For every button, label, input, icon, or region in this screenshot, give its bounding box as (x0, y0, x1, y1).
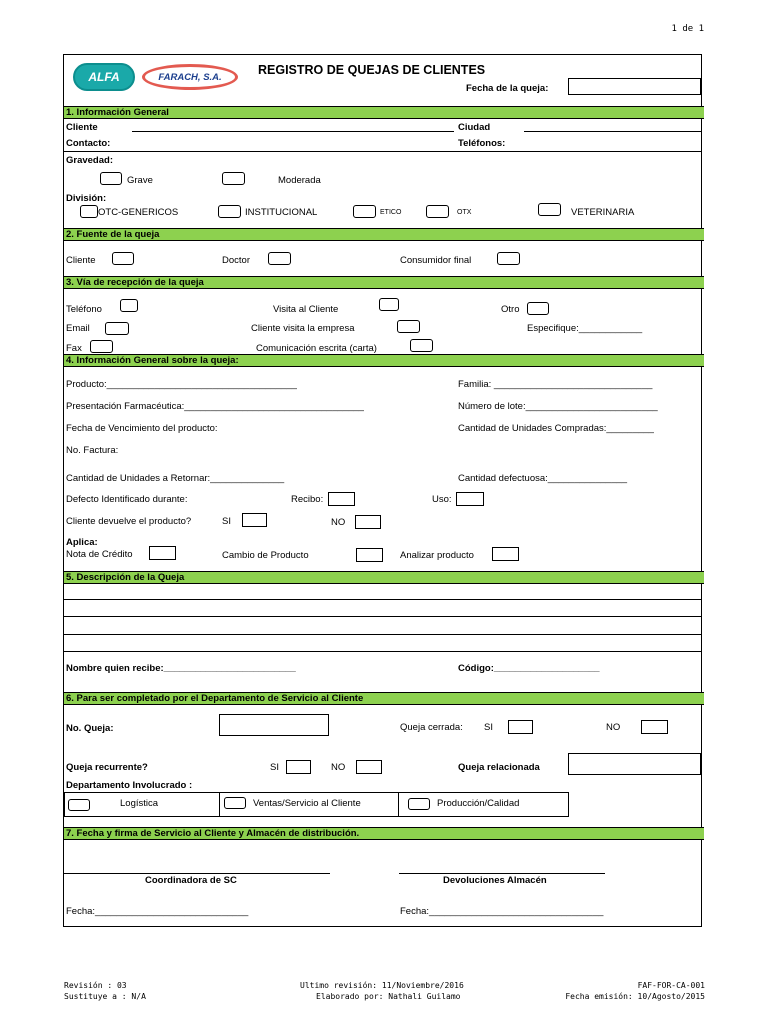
divider (398, 792, 399, 817)
sustituye-text: Sustituye a : N/A (64, 992, 146, 1001)
recibo-label: Recibo: (291, 494, 324, 505)
consumidor-checkbox[interactable] (497, 252, 520, 265)
analizar-label: Analizar producto (400, 550, 474, 561)
cliente-field[interactable] (132, 131, 454, 132)
revision-text: Revisión : 03 (64, 981, 127, 990)
retornar-field[interactable]: Cantidad de Unidades a Retornar:______________ (66, 473, 285, 484)
otc-checkbox[interactable] (80, 205, 98, 218)
defecto-label: Defecto Identificado durante: (66, 494, 188, 505)
otc-label: OTC-GENERICOS (98, 207, 179, 218)
fecha-emision-text: Fecha emisión: 10/Agosto/2015 (565, 992, 705, 1001)
moderada-label: Moderada (278, 175, 321, 186)
section-1-header: 1. Información General (64, 106, 704, 119)
ultima-revision-text: Ultimo revisión: 11/Noviembre/2016 (300, 981, 464, 990)
fecha-queja-label: Fecha de la queja: (466, 83, 549, 94)
moderada-checkbox[interactable] (222, 172, 245, 185)
lote-field[interactable]: Número de lote:_________________________ (458, 401, 658, 412)
ciudad-field[interactable] (524, 131, 701, 132)
institucional-label: INSTITUCIONAL (245, 207, 318, 218)
fecha-devoluciones-field[interactable]: Fecha:_________________________________ (400, 906, 604, 917)
consumidor-label: Consumidor final (400, 255, 472, 266)
form-title: REGISTRO DE QUEJAS DE CLIENTES (258, 63, 486, 77)
cerrada-no-checkbox[interactable] (641, 720, 668, 734)
cerrada-si-label: SI (484, 722, 493, 733)
aplica-label: Aplica: (66, 537, 98, 548)
telefonos-label: Teléfonos: (458, 138, 506, 149)
no-queja-field[interactable] (219, 714, 329, 736)
signature-line-devoluciones[interactable] (399, 873, 605, 874)
devuelve-label: Cliente devuelve el producto? (66, 516, 192, 527)
descripcion-line[interactable] (64, 616, 702, 617)
relacionada-label: Queja relacionada (458, 762, 540, 773)
divider (64, 151, 702, 152)
vencimiento-label: Fecha de Vencimiento del producto: (66, 423, 218, 434)
familia-field[interactable]: Familia: ______________________________ (458, 379, 653, 390)
email-label: Email (66, 323, 90, 334)
devuelve-si-label: SI (222, 516, 231, 527)
cliente-label: Cliente (66, 122, 98, 133)
analizar-checkbox[interactable] (492, 547, 519, 561)
no-queja-label: No. Queja: (66, 723, 114, 734)
grave-label: Grave (127, 175, 153, 186)
section-3-header: 3. Vía de recepción de la queja (64, 276, 704, 289)
comunicacion-checkbox[interactable] (410, 339, 433, 352)
codigo-field[interactable]: Código:____________________ (458, 663, 600, 674)
factura-label: No. Factura: (66, 445, 119, 456)
fax-label: Fax (66, 343, 82, 354)
section-4-header: 4. Información General sobre la queja: (64, 354, 704, 367)
section-7-header: 7. Fecha y firma de Servicio al Cliente y Almacén de distribución. (64, 827, 704, 840)
divider (219, 792, 220, 817)
fecha-coordinadora-field[interactable]: Fecha:_____________________________ (66, 906, 249, 917)
comunicacion-label: Comunicación escrita (carta) (256, 343, 377, 354)
ventas-checkbox[interactable] (224, 797, 246, 809)
fax-checkbox[interactable] (90, 340, 113, 353)
contacto-label: Contacto: (66, 138, 111, 149)
nota-credito-label: Nota de Crédito (66, 549, 133, 560)
section-5-header: 5. Descripción de la Queja (64, 571, 704, 584)
devuelve-no-label: NO (331, 517, 346, 528)
relacionada-field[interactable] (568, 753, 701, 775)
recurrente-label: Queja recurrente? (66, 762, 148, 773)
cerrada-no-label: NO (606, 722, 621, 733)
ciudad-label: Ciudad (458, 122, 491, 133)
recurrente-si-label: SI (270, 762, 279, 773)
fecha-queja-field[interactable] (568, 78, 701, 95)
recibo-checkbox[interactable] (328, 492, 355, 506)
signature-line-coordinadora[interactable] (64, 873, 330, 874)
descripcion-line[interactable] (64, 651, 702, 652)
queja-cerrada-label: Queja cerrada: (400, 722, 463, 733)
doctor-label: Doctor (222, 255, 250, 266)
ventas-label: Ventas/Servicio al Cliente (253, 798, 361, 809)
telefono-checkbox[interactable] (120, 299, 138, 312)
producto-field[interactable]: Producto:____________________________________ (66, 379, 297, 390)
cambio-label: Cambio de Producto (222, 550, 309, 561)
doctor-checkbox[interactable] (268, 252, 291, 265)
institucional-checkbox[interactable] (218, 205, 241, 218)
veterinaria-label: VETERINARIA (571, 207, 635, 218)
coordinadora-label: Coordinadora de SC (145, 875, 237, 886)
telefono-label: Teléfono (66, 304, 102, 315)
elaborado-text: Elaborado por: Nathali Guilamo (316, 992, 461, 1001)
produccion-checkbox[interactable] (408, 798, 430, 810)
cerrada-si-checkbox[interactable] (508, 720, 533, 734)
especifique-label: Especifique:____________ (527, 323, 643, 334)
section-6-header: 6. Para ser completado por el Departamento de Servicio al Cliente (64, 692, 704, 705)
alfa-logo: ALFA (73, 63, 135, 91)
fuente-cliente-checkbox[interactable] (112, 252, 134, 265)
uso-label: Uso: (432, 494, 452, 505)
departamento-label: Departamento Involucrado : (66, 780, 193, 791)
etico-label: ETICO (380, 209, 402, 216)
visita-label: Visita al Cliente (273, 304, 339, 315)
recurrente-si-checkbox[interactable] (286, 760, 311, 774)
produccion-label: Producción/Calidad (437, 798, 520, 809)
codigo-documento-text: FAF-FOR-CA-001 (637, 981, 705, 990)
otx-label: OTX (457, 209, 472, 216)
fuente-cliente-label: Cliente (66, 255, 96, 266)
otro-label: Otro (501, 304, 520, 315)
uso-checkbox[interactable] (456, 492, 484, 506)
descripcion-line[interactable] (64, 634, 702, 635)
otx-checkbox[interactable] (426, 205, 449, 218)
compradas-field[interactable]: Cantidad de Unidades Compradas:_________ (458, 423, 654, 434)
grave-checkbox[interactable] (100, 172, 122, 185)
recurrente-no-label: NO (331, 762, 346, 773)
cliente-visita-checkbox[interactable] (397, 320, 420, 333)
devoluciones-label: Devoluciones Almacén (443, 875, 547, 886)
email-checkbox[interactable] (105, 322, 129, 335)
section-2-header: 2. Fuente de la queja (64, 228, 704, 241)
cambio-checkbox[interactable] (356, 548, 383, 562)
presentacion-field[interactable]: Presentación Farmacéutica:__________________________________ (66, 401, 364, 412)
etico-checkbox[interactable] (353, 205, 376, 218)
defectuosa-field[interactable]: Cantidad defectuosa:_______________ (458, 473, 628, 484)
page-number: 1 de 1 (671, 24, 704, 34)
nombre-recibe-field[interactable]: Nombre quien recibe:_________________________ (66, 663, 296, 674)
descripcion-line[interactable] (64, 599, 702, 600)
gravedad-label: Gravedad: (66, 155, 113, 166)
farach-logo: FARACH, S.A. (142, 64, 238, 90)
logistica-label: Logística (120, 798, 159, 809)
veterinaria-checkbox[interactable] (538, 203, 561, 216)
devuelve-si-checkbox[interactable] (242, 513, 267, 527)
cliente-visita-label: Cliente visita la empresa (251, 323, 355, 334)
visita-checkbox[interactable] (379, 298, 399, 311)
devuelve-no-checkbox[interactable] (355, 515, 381, 529)
nota-credito-checkbox[interactable] (149, 546, 176, 560)
logistica-checkbox[interactable] (68, 799, 90, 811)
otro-checkbox[interactable] (527, 302, 549, 315)
division-label: División: (66, 193, 107, 204)
recurrente-no-checkbox[interactable] (356, 760, 382, 774)
